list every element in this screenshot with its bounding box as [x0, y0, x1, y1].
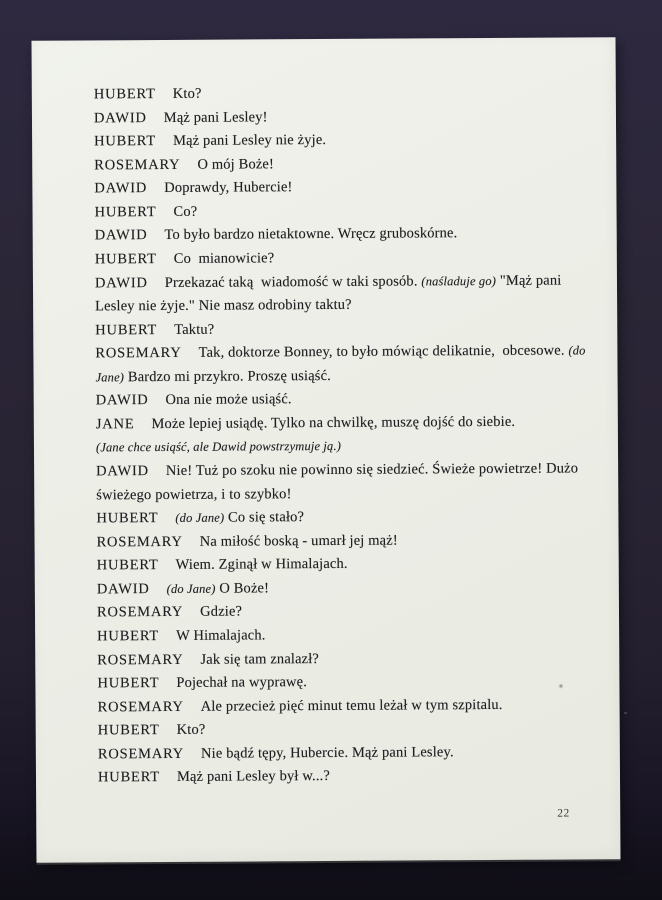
character-name: HUBERT: [94, 133, 157, 150]
dialogue-text: Co mianowicie?: [173, 250, 275, 267]
script-line: [96, 457, 606, 484]
character-name: DAWID: [94, 274, 148, 291]
dialogue-text: Co się stało?: [224, 509, 305, 526]
dialogue-text: Taktu?: [174, 321, 215, 338]
character-name: DAWID: [95, 392, 149, 409]
scan-speck-on-mat: [624, 712, 627, 714]
stage-direction: (naśladuje go): [421, 273, 497, 288]
dialogue-text: Może lepiej usiądę. Tylko na chwilkę, muszę dojść do siebie.: [151, 413, 516, 432]
character-name: DAWID: [94, 180, 148, 197]
script-line: [97, 575, 607, 602]
character-name: HUBERT: [96, 557, 159, 574]
script-line: [97, 622, 607, 649]
script-line: [97, 646, 607, 673]
dialogue-text: Nie bądź tępy, Hubercie. Mąż pani Lesley.: [200, 743, 454, 762]
script-line: [94, 151, 604, 178]
dialogue-text: Lesley nie żyje." Nie masz odrobiny taktu?: [95, 296, 352, 315]
character-name: ROSEMARY: [97, 651, 184, 668]
character-name: DAWID: [94, 227, 148, 244]
dialogue-text: Wiem. Zginął w Himalajach.: [175, 556, 348, 574]
dialogue-text: To było bardzo nietaktowne. Wręcz gruboskórne.: [164, 225, 458, 244]
script-line: [94, 104, 604, 131]
script-line: [94, 198, 604, 225]
stage-direction: (do Jane): [166, 581, 216, 596]
dialogue-text: Nie! Tuż po szoku nie powinno się siedzieć. Świeże powietrze! Dużo: [165, 460, 579, 479]
script-page: [31, 37, 620, 863]
script-line: [98, 764, 608, 791]
dialogue-text: Mąż pani Lesley nie żyje.: [172, 132, 327, 150]
script-line: [98, 740, 608, 767]
script-line: [96, 504, 606, 531]
script-line: [95, 245, 605, 272]
dialogue-text: Mąż pani Lesley!: [163, 108, 268, 126]
stage-direction: Jane): [95, 369, 125, 385]
character-name: ROSEMARY: [94, 156, 181, 174]
dialogue-text: Pojechał na wyprawę.: [176, 674, 308, 691]
dialogue-text: Doprawdy, Hubercie!: [164, 179, 293, 197]
script-line: [95, 363, 605, 390]
character-name: ROSEMARY: [96, 604, 184, 621]
character-name: HUBERT: [97, 769, 160, 786]
dialogue-text: Mąż pani Lesley był w...?: [176, 768, 330, 786]
dialogue-text: "Mąż pani: [495, 272, 562, 289]
script-line: [96, 528, 606, 555]
script-line: [97, 669, 607, 696]
character-name: ROSEMARY: [95, 345, 182, 362]
character-name: JANE: [95, 416, 135, 433]
script-line: [96, 387, 606, 414]
character-name: HUBERT: [96, 510, 159, 527]
stage-direction: (do: [568, 343, 586, 358]
script-line: [96, 410, 606, 437]
character-name: DAWID: [96, 463, 149, 480]
dialogue-text: Jak się tam znalazł?: [200, 650, 320, 668]
script-line: [97, 552, 607, 579]
dialogue-text: Ona nie może usiąść.: [165, 391, 292, 409]
script-line: [95, 339, 605, 366]
stage-direction: (do Jane): [175, 510, 225, 526]
script-line: [94, 127, 604, 154]
character-name: HUBERT: [97, 675, 160, 692]
script-line: [97, 599, 607, 626]
dialogue-text: Na miłość boską - umarł jej mąż!: [199, 532, 398, 550]
character-name: DAWID: [93, 109, 147, 126]
dialogue-text: Gdzie?: [200, 603, 243, 621]
dialogue-text: Ale przecież pięć minut temu leżał w tym szpitalu.: [200, 696, 503, 715]
character-name: HUBERT: [94, 203, 157, 221]
dialogue-text: Kto?: [176, 721, 206, 739]
script-line: [96, 434, 606, 461]
script-line: [95, 292, 605, 319]
character-name: ROSEMARY: [96, 533, 183, 551]
script-line: [98, 716, 608, 743]
character-name: ROSEMARY: [97, 745, 185, 763]
character-name: ROSEMARY: [97, 698, 184, 716]
script-text-block: [94, 80, 608, 790]
script-line: [94, 80, 604, 107]
dialogue-text: O mój Boże!: [197, 156, 275, 173]
page-number: 22: [557, 807, 570, 820]
script-line: [94, 175, 604, 202]
scan-speck-on-paper: [558, 684, 563, 689]
script-line: [95, 316, 605, 343]
dialogue-text: Co?: [173, 203, 198, 220]
dialogue-text: świeżego powietrza, i to szybko!: [96, 485, 292, 503]
dialogue-text: O Boże!: [215, 580, 270, 597]
stage-direction: (Jane chce usiąść, ale Dawid powstrzymuje ją.): [95, 439, 342, 455]
script-line: [96, 481, 606, 508]
dialogue-text: Bardzo mi przykro. Proszę usiąść.: [124, 367, 331, 385]
dialogue-text: Kto?: [172, 85, 202, 102]
character-name: HUBERT: [95, 321, 158, 339]
character-name: HUBERT: [94, 250, 157, 268]
character-name: HUBERT: [97, 722, 160, 739]
script-line: [95, 222, 605, 249]
dialogue-text: Przekazać taką wiadomość w taki sposób.: [164, 272, 422, 291]
dialogue-text: Tak, doktorze Bonney, to było mówiąc delikatnie, obcesowe.: [198, 342, 569, 361]
character-name: HUBERT: [93, 86, 156, 103]
script-line: [95, 269, 605, 296]
character-name: DAWID: [96, 580, 150, 598]
character-name: HUBERT: [97, 627, 160, 645]
script-line: [97, 693, 607, 720]
dialogue-text: W Himalajach.: [176, 627, 266, 644]
